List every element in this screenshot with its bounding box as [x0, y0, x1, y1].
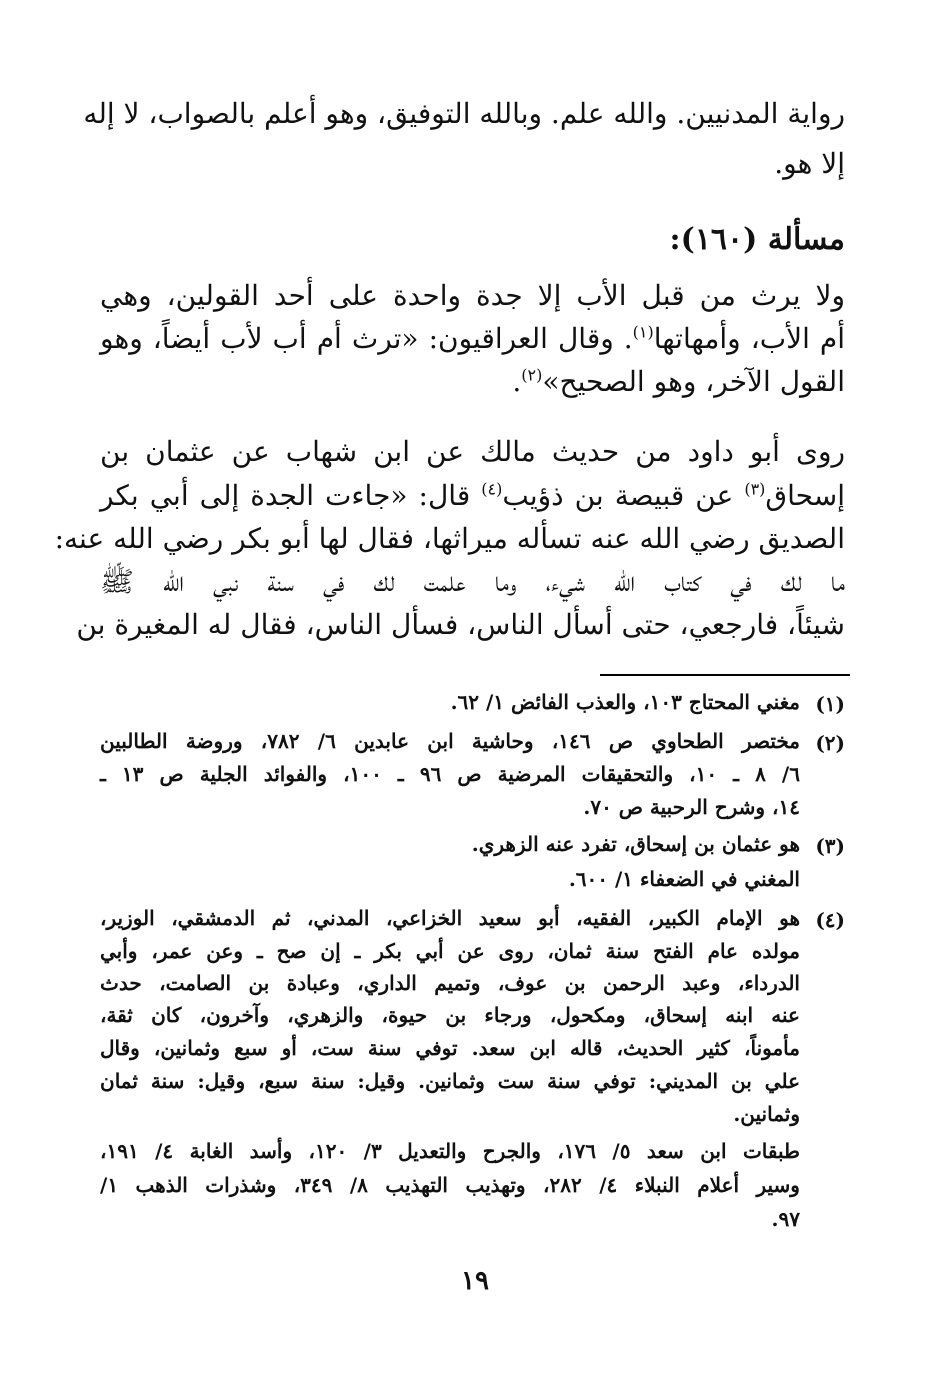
footnote-number: (٢): [815, 731, 845, 755]
text-segment: القول الآخر، وهو الصحيح»: [542, 365, 845, 398]
text-line: الصديق رضي الله عنه تسأله ميراثها، فقال لها أبو بكر رضي الله عنه:: [54, 522, 845, 555]
text-line: [100, 365, 845, 398]
issue-heading: مسألة (١٦٠):: [669, 222, 845, 257]
footnote-line: علي بن المديني: توفي سنة ست وثمانين. وقيل: سنة سبع، وقيل: سنة ثمان: [100, 1069, 800, 1093]
footnote-line: ١٤، وشرح الرحبية ص ٧٠.: [583, 795, 800, 819]
footnote-line: وسير أعلام النبلاء ٤/ ٢٨٢، وتهذيب التهذيب ٨/ ٣٤٩، وشذرات الذهب ١/: [100, 1173, 800, 1197]
footnote-divider: [600, 674, 850, 676]
footnote-ref: (١): [632, 322, 654, 342]
footnote-ref: (٤): [481, 479, 503, 499]
text-line: شيئاً، فارجعي، حتى أسأل الناس، فسأل الناس، فقال له المغيرة بن: [76, 608, 845, 641]
footnote-line: هو عثمان بن إسحاق، تفرد عنه الزهري.: [471, 832, 800, 856]
footnote-number: (٣): [815, 834, 845, 858]
footnote-line: ٦/ ٨ ـ ١٠، والتحقيقات المرضية ص ٩٦ ـ ١٠٠، والفوائد الجلية ص ١٣ ـ: [100, 762, 800, 786]
footnote-line: عنه ابنه إسحاق، ومكحول، ورجاء بن حيوة، والزهري، وآخرون، كان ثقة،: [100, 1003, 800, 1027]
text-segment: . وقال العراقيون: «ترث أم أب لأب أيضاً، وهو: [100, 322, 633, 355]
text-segment: أم الأب، وأمهاتها: [653, 322, 845, 355]
footnote-ref: (٣): [744, 479, 766, 499]
text-line: رواية المدنيين. والله علم. وبالله التوفيق، وهو أعلم بالصواب، لا إله: [83, 97, 845, 130]
text-line: إلا هو.: [774, 147, 845, 180]
footnote-line: الدرداء، وعبد الرحمن بن عوف، وتميم الداري، وعبادة بن الصامت، حدث: [100, 971, 800, 995]
text-segment: قال: «جاءت الجدة إلى أبي بكر: [100, 479, 482, 512]
footnote-line: طبقات ابن سعد ٥/ ١٧٦، والجرح والتعديل ٣/ ١٢٠، وأسد الغابة ٤/ ١٩١،: [100, 1139, 800, 1163]
footnote-line: مولده عام الفتح سنة ثمان، روى عن أبي بكر ـ إن صح ـ وعن عمر، وأبي: [100, 939, 800, 963]
footnote-ref: (٢): [521, 365, 543, 385]
text-segment: .: [512, 365, 522, 398]
footnote-number: (٤): [815, 908, 845, 932]
text-line: ولا يرث من قبل الأب إلا جدة واحدة على أحد القولين، وهي: [100, 279, 845, 312]
footnote-line: هو الإمام الكبير، الفقيه، أبو سعيد الخزاعي، المدني، ثم الدمشقي، الوزير،: [100, 906, 800, 930]
text-segment: إسحاق: [765, 479, 845, 512]
footnote-line: مأموناً، كثير الحديث، قاله ابن سعد. توفي سنة ست، أو سبع وثمانين، وقال: [100, 1036, 800, 1060]
text-line: ما لك في كتاب الله شيء، وما علمت لك في سنة نبي الله ﷺ: [100, 565, 845, 598]
page-number: ١٩: [461, 1266, 489, 1296]
footnote-number: (١): [815, 692, 845, 716]
text-line: روى أبو داود من حديث مالك عن ابن شهاب عن عثمان بن: [100, 435, 845, 468]
footnote-line: مختصر الطحاوي ص ١٤٦، وحاشية ابن عابدين ٦/ ٧٨٢، وروضة الطالبين: [100, 729, 800, 753]
footnote-line: ٩٧.: [771, 1207, 800, 1231]
footnote-line: المغني في الضعفاء ١/ ٦٠٠.: [568, 867, 800, 891]
text-segment: عن قبيصة بن ذؤيب: [502, 479, 745, 512]
text-line: [100, 322, 845, 355]
footnote-line: وثمانين.: [733, 1102, 800, 1126]
footnote-line: مغني المحتاج ١٠٣، والعذب الفائض ١/ ٦٢.: [450, 690, 800, 714]
text-line: [100, 479, 845, 512]
